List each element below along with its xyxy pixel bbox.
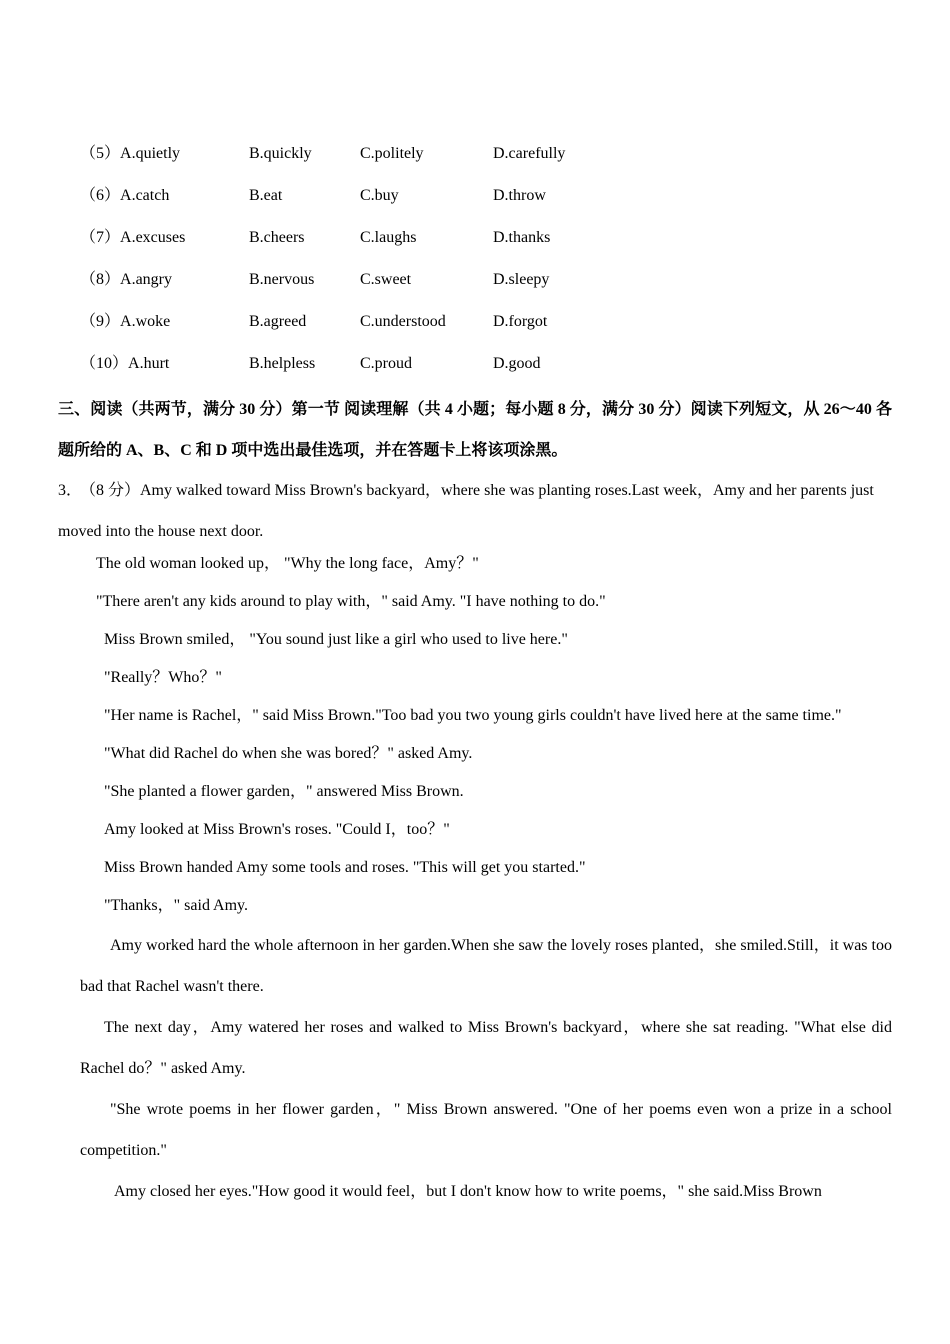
question-number: （7） [80,229,121,246]
option-d: D.throw [493,187,546,204]
option-d: D.forgot [493,313,548,330]
passage-spacer [80,505,892,545]
question-number: （5） [80,145,121,162]
passage-paragraph: "Really？Who？" [104,669,222,686]
option-row-5 [80,140,780,182]
question-number: 3． [58,482,83,499]
passage-paragraph: Miss Brown smiled， "You sound just like a girl who used to live here." [104,631,568,648]
option-c: C.laughs [360,229,417,246]
option-a [80,182,169,210]
option-row-9 [80,308,780,350]
passage-paragraph: Amy closed her eyes."How good it would feel，but I don't know how to write poems，" she said.Miss Brown [114,1183,822,1200]
question-number: （6） [80,187,121,204]
passage-paragraph: "She planted a flower garden，" answered Miss Brown. [104,783,464,800]
passage-paragraph: "Her name is Rachel，" said Miss Brown."Too bad you two young girls couldn't have lived here at the same time." [104,707,842,724]
question-lead-text: （8 分）Amy walked toward Miss Brown's backyard，where she was planting roses.Last week，Amy and her parents just moved into the house next door. [58,482,874,540]
passage-paragraph: Miss Brown handed Amy some tools and roses. "This will get you started." [104,859,586,876]
option-row-8 [80,266,780,308]
option-d: D.good [493,355,541,372]
option-a-text: A.excuses [120,229,186,246]
question-number: （8） [80,271,121,288]
option-a [80,140,180,168]
passage-paragraph: "There aren't any kids around to play with，" said Amy. "I have nothing to do." [96,593,606,610]
question-number: （10） [80,355,129,372]
option-a [80,308,170,336]
reading-passage [80,505,892,1212]
option-row-7 [80,224,780,266]
passage-paragraph: The next day，Amy watered her roses and walked to Miss Brown's backyard，where she sat reading. "What else did Rachel do？" asked Amy. [80,1019,892,1077]
option-d: D.sleepy [493,271,550,288]
option-c: C.buy [360,187,399,204]
option-b: B.eat [249,187,283,204]
option-c: C.understood [360,313,446,330]
answer-options [80,140,780,392]
passage-paragraph: Amy worked hard the whole afternoon in her garden.When she saw the lovely roses planted，she smiled.Still，it was too bad that Rachel wasn't there. [80,937,893,995]
option-d: D.thanks [493,229,551,246]
option-a [80,224,185,252]
option-b: B.nervous [249,271,315,288]
option-b: B.agreed [249,313,307,330]
option-d: D.carefully [493,145,566,162]
option-c: C.politely [360,145,424,162]
option-c: C.sweet [360,271,412,288]
option-b: B.quickly [249,145,312,162]
option-a-text: A.angry [120,271,172,288]
passage-paragraph: "What did Rachel do when she was bored？" asked Amy. [104,745,473,762]
passage-paragraph: The old woman looked up， "Why the long face，Amy？" [96,555,479,572]
passage-paragraph: "She wrote poems in her flower garden，" Miss Brown answered. "One of her poems even won a prize in a school competition." [80,1101,892,1159]
option-a [80,350,169,378]
option-a-text: A.hurt [128,355,170,372]
option-a-text: A.quietly [120,145,181,162]
option-row-10 [80,350,780,392]
section-heading: 三、阅读（共两节，满分 30 分）第一节 阅读理解（共 4 小题；每小题 8 分，满分 30 分）阅读下列短文，从 26～40 各题所给的 A、B、C 和 D 项中选出最佳选项，并在答题卡上将该项涂黑。 [58,401,892,459]
passage-paragraph: "Thanks，" said Amy. [104,897,249,914]
option-a-text: A.catch [120,187,170,204]
option-c: C.proud [360,355,412,372]
option-row-6 [80,182,780,224]
passage-paragraph: Amy looked at Miss Brown's roses. "Could I，too？" [104,821,450,838]
question-number: （9） [80,313,121,330]
option-b: B.cheers [249,229,305,246]
option-a-text: A.woke [120,313,171,330]
option-a [80,266,172,294]
option-b: B.helpless [249,355,316,372]
